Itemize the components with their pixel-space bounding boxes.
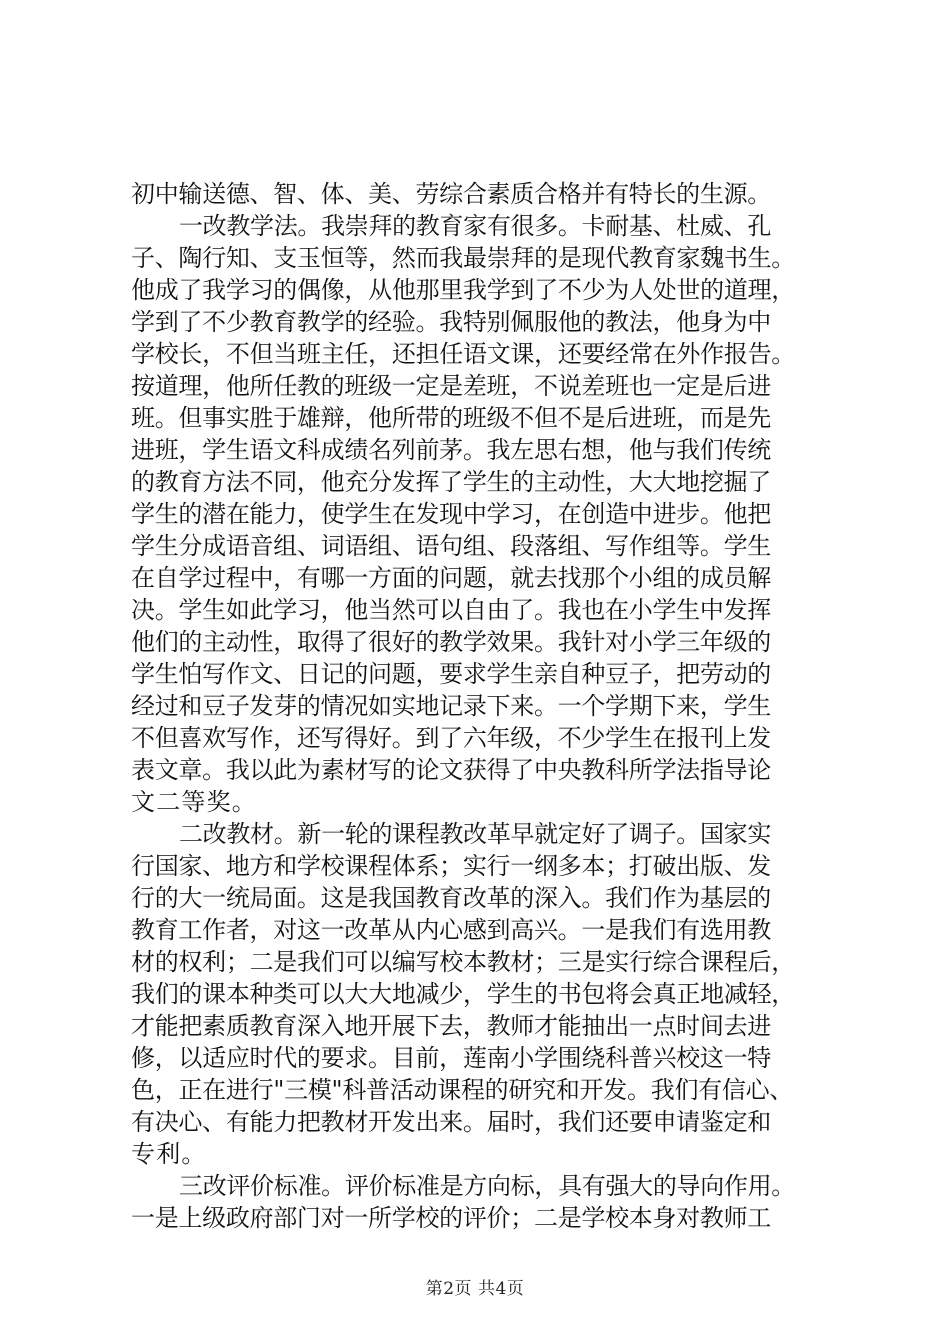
text-line: 行国家、地方和学校课程体系；实行一纲多本；打破出版、发 [131, 852, 771, 880]
text-line: 学校长，不但当班主任，还担任语文课，还要经常在外作报告。 [131, 340, 795, 368]
text-line: 班。但事实胜于雄辩，他所带的班级不但不是后进班，而是先 [131, 404, 771, 432]
text-line: 专利。 [131, 1140, 207, 1168]
body-text [131, 178, 831, 1234]
text-line: 一是上级政府部门对一所学校的评价；二是学校本身对教师工 [131, 1204, 771, 1232]
text-line: 材的权利；二是我们可以编写校本教材；三是实行综合课程后， [131, 948, 795, 976]
text-line: 按道理，他所任教的班级一定是差班，不说差班也一定是后进 [131, 372, 771, 400]
text-line: 不但喜欢写作，还写得好。到了六年级，不少学生在报刊上发 [131, 724, 771, 752]
text-line: 子、陶行知、支玉恒等，然而我最崇拜的是现代教育家魏书生。 [131, 244, 795, 272]
text-line: 学生分成语音组、词语组、语句组、段落组、写作组等。学生 [131, 532, 771, 560]
text-line: 一改教学法。我崇拜的教育家有很多。卡耐基、杜威、孔 [179, 212, 771, 240]
text-line: 有决心、有能力把教材开发出来。届时，我们还要申请鉴定和 [131, 1108, 771, 1136]
text-line: 的教育方法不同，他充分发挥了学生的主动性，大大地挖掘了 [131, 468, 771, 496]
text-line: 学生的潜在能力，使学生在发现中学习，在创造中进步。他把 [131, 500, 771, 528]
text-line: 经过和豆子发芽的情况如实地记录下来。一个学期下来，学生 [131, 692, 771, 720]
text-line: 进班，学生语文科成绩名列前茅。我左思右想，他与我们传统 [131, 436, 771, 464]
text-line: 三改评价标准。评价标准是方向标，具有强大的导向作用。 [179, 1172, 795, 1200]
text-line: 二改教材。新一轮的课程教改革早就定好了调子。国家实 [179, 820, 771, 848]
page-footer: 第2页 共4页 [425, 1279, 525, 1299]
text-line: 学生怕写作文、日记的问题，要求学生亲自种豆子，把劳动的 [131, 660, 771, 688]
text-line: 色，正在进行"三模"科普活动课程的研究和开发。我们有信心、 [131, 1076, 794, 1104]
text-line: 我们的课本种类可以大大地减少，学生的书包将会真正地减轻， [131, 980, 795, 1008]
text-line: 他成了我学习的偶像，从他那里我学到了不少为人处世的道理， [131, 276, 795, 304]
text-line: 行的大一统局面。这是我国教育改革的深入。我们作为基层的 [131, 884, 771, 912]
text-line: 决。学生如此学习，他当然可以自由了。我也在小学生中发挥 [131, 596, 771, 624]
text-line: 修，以适应时代的要求。目前，莲南小学围绕科普兴校这一特 [131, 1044, 771, 1072]
text-line: 初中输送德、智、体、美、劳综合素质合格并有特长的生源。 [131, 180, 771, 208]
text-line: 他们的主动性，取得了很好的教学效果。我针对小学三年级的 [131, 628, 771, 656]
text-line: 教育工作者，对这一改革从内心感到高兴。一是我们有选用教 [131, 916, 771, 944]
text-line: 文二等奖。 [131, 788, 257, 816]
text-line: 才能把素质教育深入地开展下去，教师才能抽出一点时间去进 [131, 1012, 771, 1040]
text-line: 学到了不少教育教学的经验。我特别佩服他的教法，他身为中 [131, 308, 771, 336]
text-line: 在自学过程中，有哪一方面的问题，就去找那个小组的成员解 [131, 564, 771, 592]
text-line: 表文章。我以此为素材写的论文获得了中央教科所学法指导论 [131, 756, 771, 784]
